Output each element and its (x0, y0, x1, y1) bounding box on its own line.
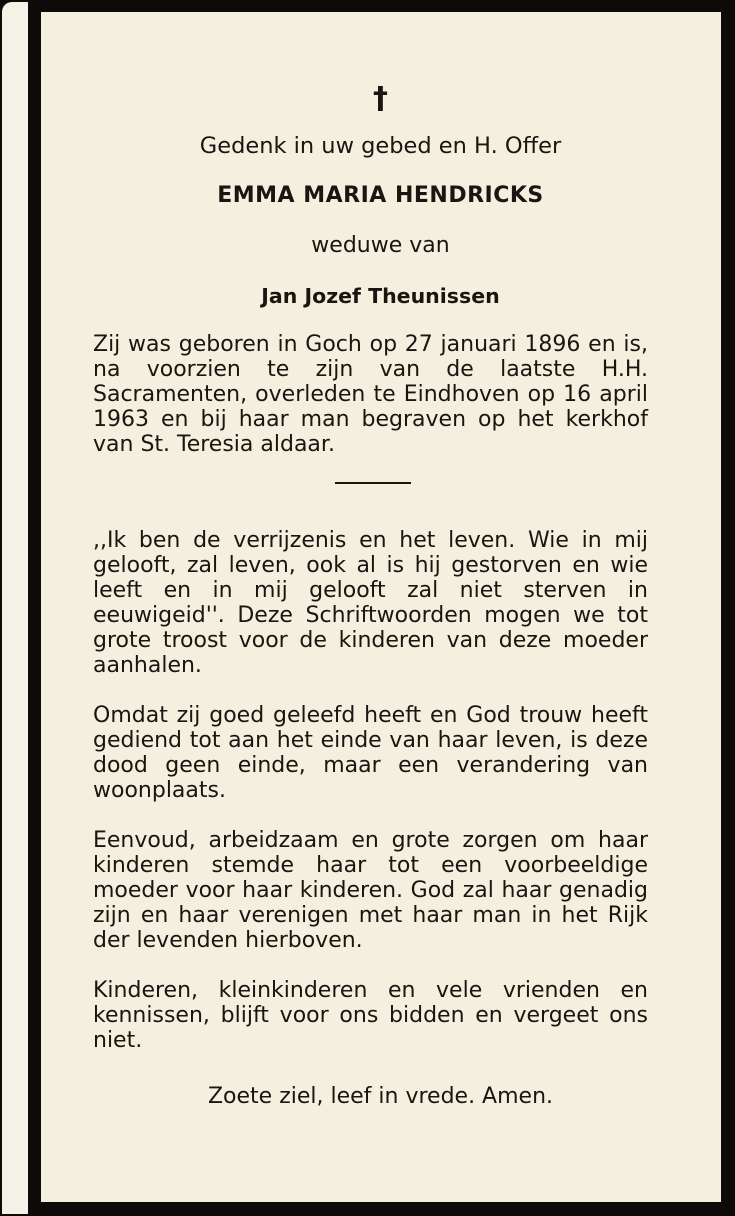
divider-rule (335, 482, 411, 484)
reflection-paragraph: Omdat zij goed geleefd heeft en God trouw heeft gediend tot aan het einde van haar leven, is deze dood geen einde, maar een verandering van woonplaats. (93, 703, 648, 803)
character-paragraph: Eenvoud, arbeidzaam en grote zorgen om haar kinderen stemde haar tot een voorbeeldige moeder voor haar kinderen. God zal haar genadig zijn en haar verenigen met haar man in het Rijk der levenden hierboven. (93, 828, 648, 953)
memorial-card (41, 12, 721, 1202)
adjacent-card-paper (2, 2, 28, 1214)
husband-name: Jan Jozef Theunissen (261, 284, 500, 308)
adjacent-card-edge (0, 0, 30, 1216)
request-paragraph: Kinderen, kleinkinderen en vele vrienden en kennissen, blijft voor ons bidden en vergeet ons niet. (93, 978, 648, 1053)
biography-paragraph: Zij was geboren in Goch op 27 januari 1896 en is, na voorzien te zijn van de laatste H.H. Sacramenten, overleden te Eindhoven op 16 april 1963 en bij haar man begraven op het kerkhof van St. Teresia aldaar. (93, 332, 648, 457)
closing-prayer: Zoete ziel, leef in vrede. Amen. (207, 1084, 554, 1109)
scripture-paragraph: ,,Ik ben de verrijzenis en het leven. Wie in mij gelooft, zal leven, ook al is hij gestorven en wie leeft en in mij gelooft zal niet sterven in eeuwigeid''. Deze Schriftwoorden mogen we tot grote troost voor de kinderen van deze moeder aanhalen. (93, 528, 648, 678)
widow-of-label: weduwe van (311, 233, 450, 258)
deceased-name: EMMA MARIA HENDRICKS (217, 183, 544, 208)
intro-line: Gedenk in uw gebed en H. Offer (199, 133, 562, 159)
cross-icon: † (373, 81, 388, 116)
